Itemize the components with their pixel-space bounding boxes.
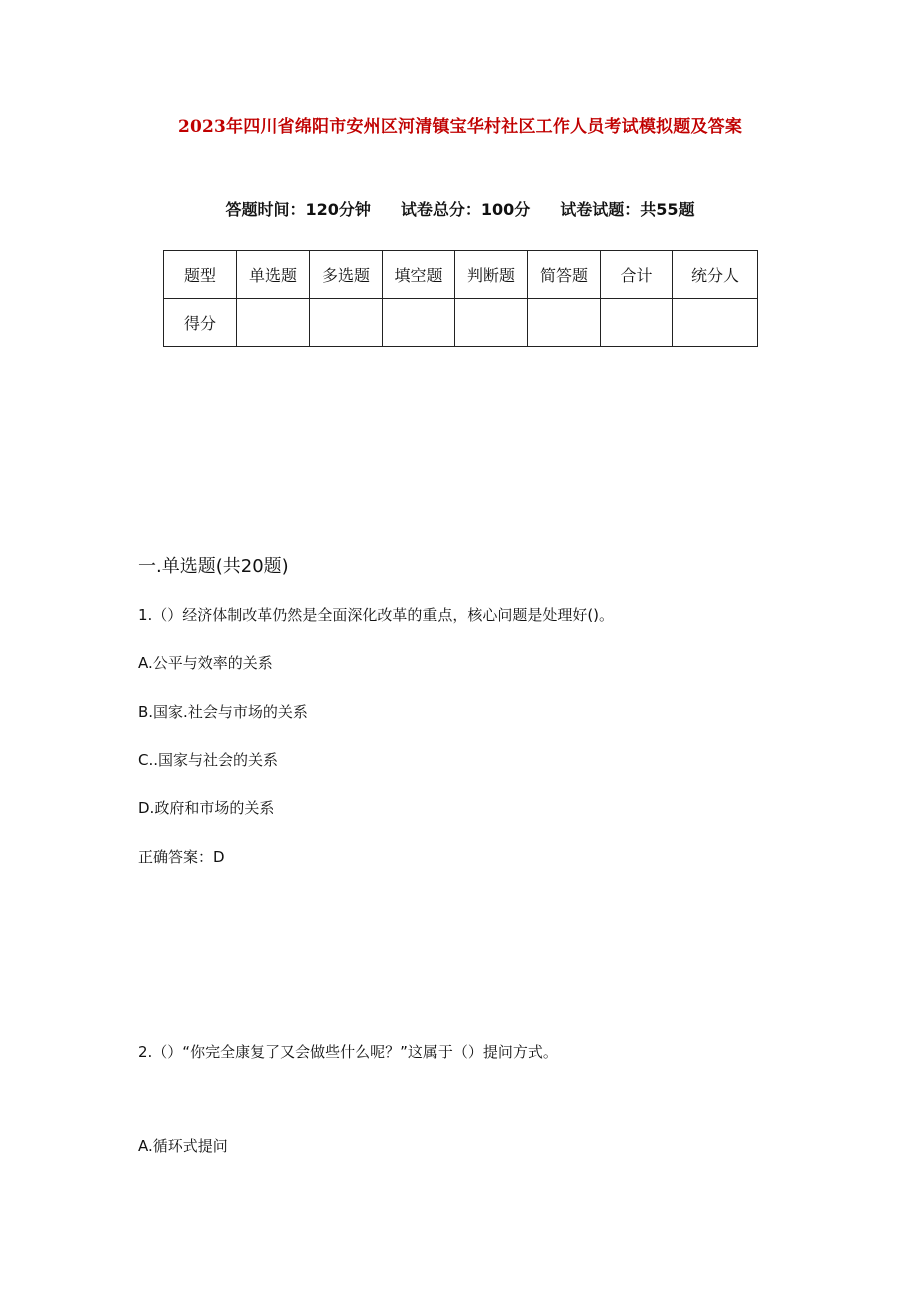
score-cell bbox=[237, 299, 310, 347]
question-1-option-c: C..国家与社会的关系 bbox=[138, 751, 279, 769]
score-cell bbox=[310, 299, 383, 347]
exam-time: 答题时间：120分钟 bbox=[225, 200, 371, 219]
score-cell bbox=[383, 299, 455, 347]
question-1-stem: 1.（）经济体制改革仍然是全面深化改革的重点，核心问题是处理好()。 bbox=[138, 606, 615, 624]
exam-meta bbox=[0, 197, 920, 220]
header-cell-single-choice: 单选题 bbox=[237, 251, 310, 299]
exam-question-count: 试卷试题：共55题 bbox=[560, 200, 695, 219]
score-table bbox=[163, 250, 758, 347]
question-1-option-a: A.公平与效率的关系 bbox=[138, 654, 273, 672]
exam-total-score: 试卷总分：100分 bbox=[400, 200, 531, 219]
score-table-header-row bbox=[164, 251, 758, 299]
header-cell-scorer: 统分人 bbox=[673, 251, 758, 299]
score-cell bbox=[673, 299, 758, 347]
header-cell-true-false: 判断题 bbox=[455, 251, 528, 299]
question-1-option-b: B.国家.社会与市场的关系 bbox=[138, 703, 308, 721]
question-2-stem: 2.（）“你完全康复了又会做些什么呢？”这属于（）提问方式。 bbox=[138, 1043, 558, 1061]
question-1-answer: 正确答案：D bbox=[138, 848, 225, 866]
header-cell-short-answer: 简答题 bbox=[528, 251, 601, 299]
score-cell bbox=[601, 299, 673, 347]
header-cell-fill-blank: 填空题 bbox=[383, 251, 455, 299]
question-1-option-d: D.政府和市场的关系 bbox=[138, 799, 275, 817]
score-cell bbox=[528, 299, 601, 347]
score-row-label: 得分 bbox=[164, 299, 237, 347]
header-cell-multi-choice: 多选题 bbox=[310, 251, 383, 299]
header-cell-total: 合计 bbox=[601, 251, 673, 299]
header-cell-type: 题型 bbox=[164, 251, 237, 299]
question-2-option-a: A.循环式提问 bbox=[138, 1137, 228, 1155]
exam-title: 2023年四川省绵阳市安州区河清镇宝华村社区工作人员考试模拟题及答案 bbox=[177, 117, 743, 137]
score-table-score-row bbox=[164, 299, 758, 347]
section-title-single-choice: 一.单选题(共20题) bbox=[138, 556, 289, 577]
score-cell bbox=[455, 299, 528, 347]
